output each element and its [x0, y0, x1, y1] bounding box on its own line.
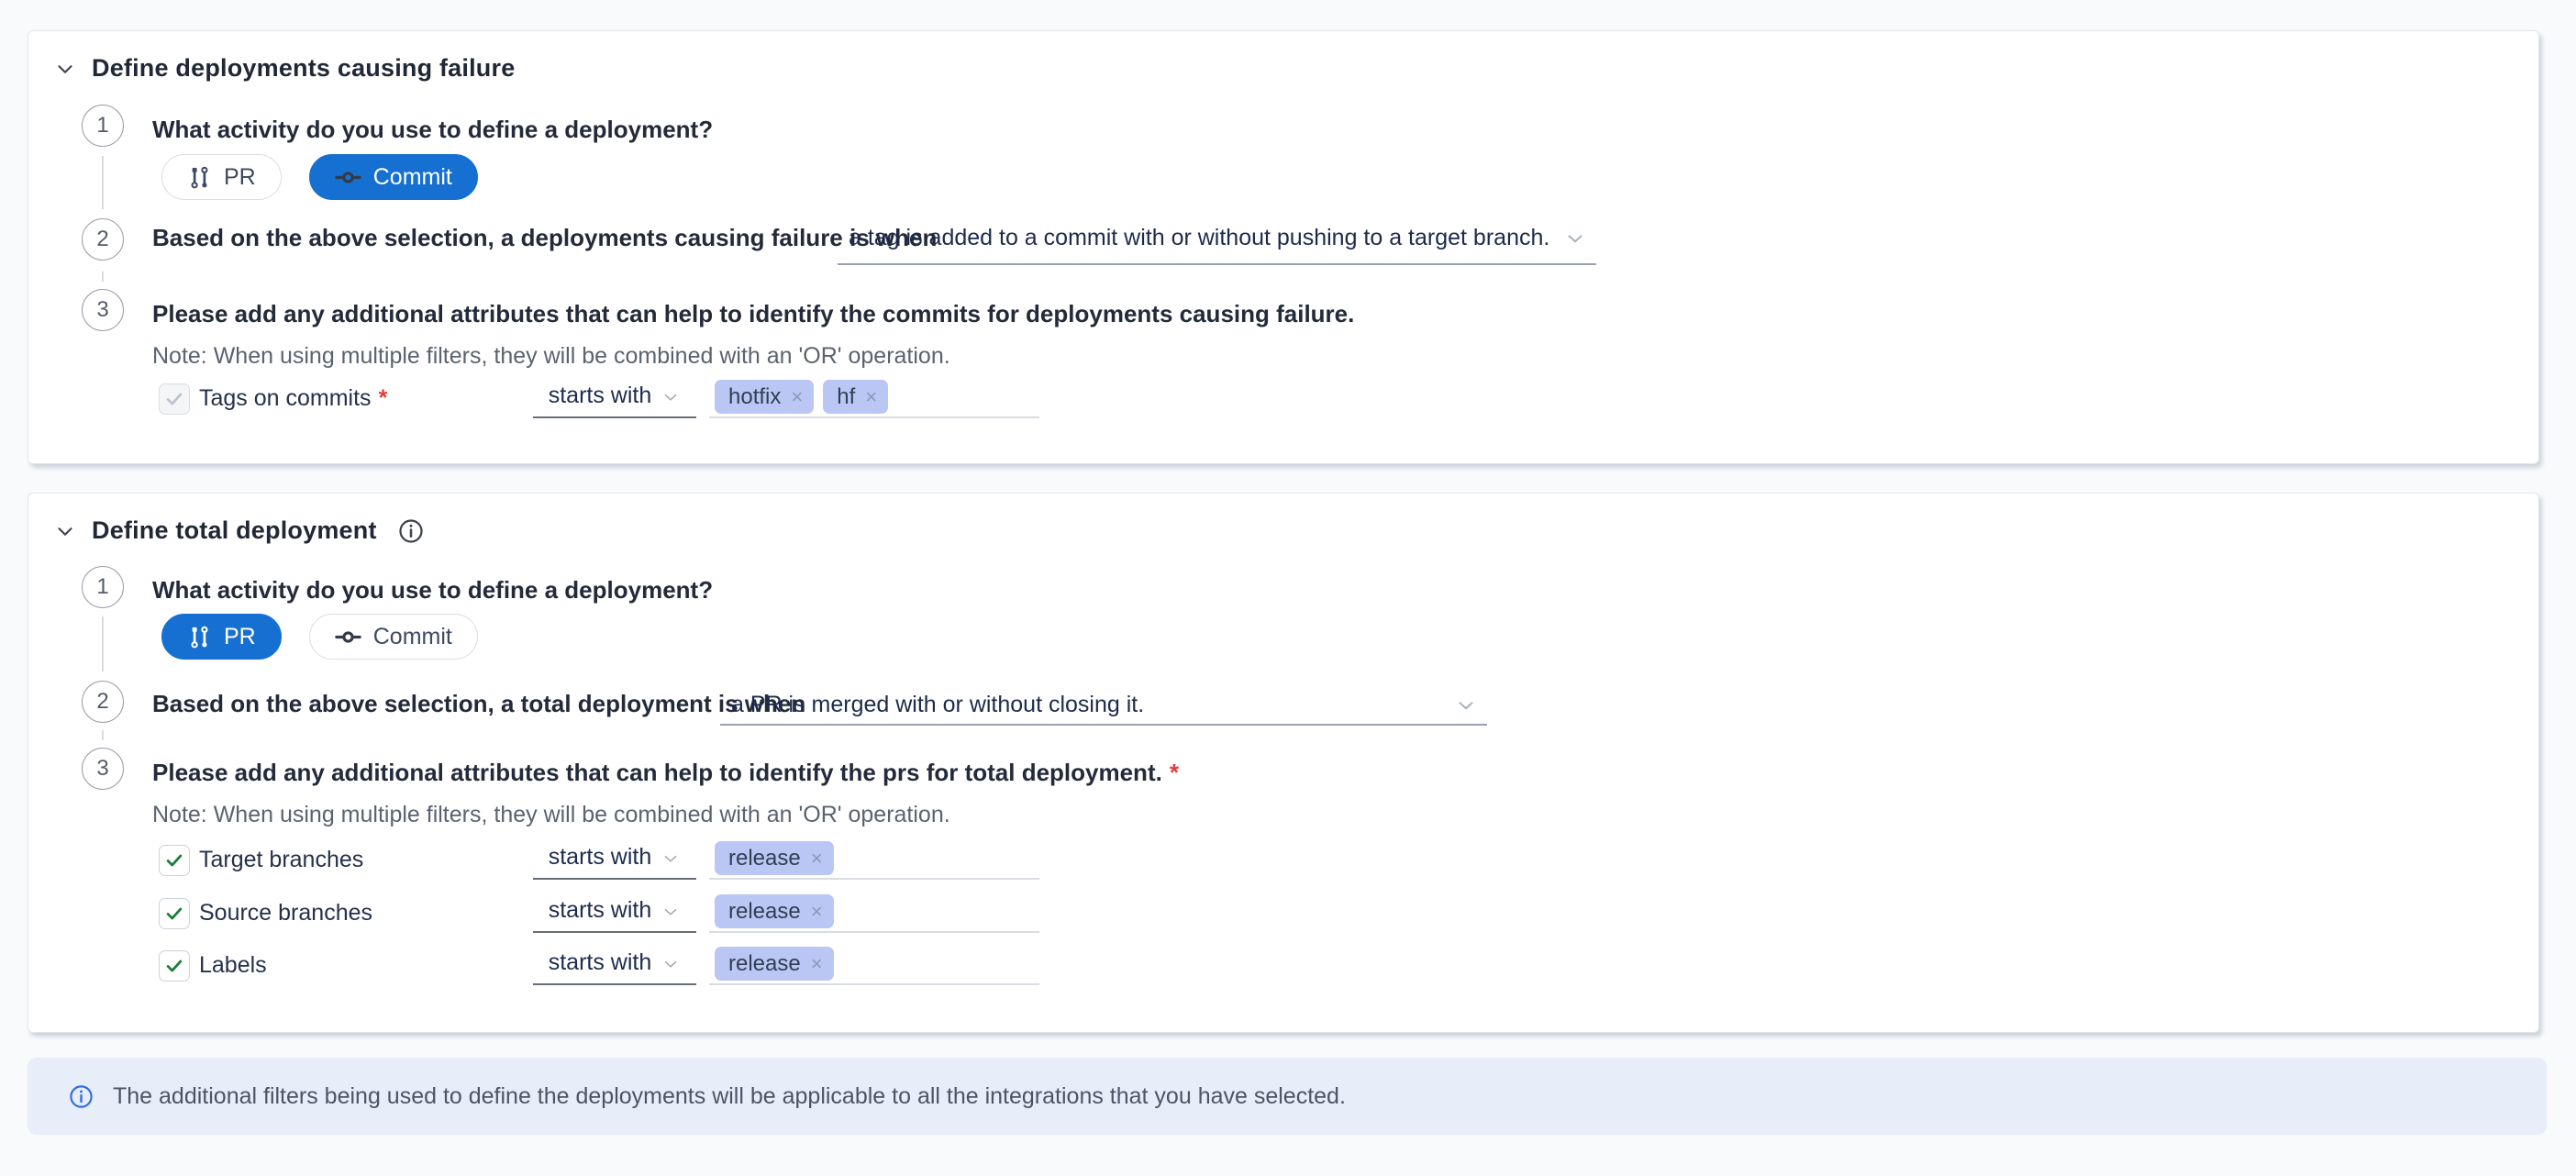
- checkbox-source-branches[interactable]: [159, 898, 190, 929]
- pull-request-icon: [187, 165, 212, 190]
- step-number: 3: [96, 297, 109, 322]
- filter-row-target-branches: [28, 845, 2538, 880]
- info-banner: [28, 1058, 2547, 1135]
- chevron-down-icon[interactable]: [53, 519, 77, 543]
- section-title: Define deployments causing failure: [92, 54, 516, 82]
- chevron-down-icon: [661, 849, 681, 869]
- chip-remove-icon[interactable]: ×: [865, 384, 878, 408]
- filter-label-text: Tags on commits: [199, 385, 372, 411]
- chips-input-field[interactable]: [709, 841, 1039, 880]
- chip: [823, 380, 888, 414]
- operator-value: starts with: [548, 897, 652, 923]
- filters-note: Note: When using multiple filters, they will be combined with an 'OR' operation.: [152, 802, 950, 827]
- step-connector-line: [102, 616, 104, 671]
- step-number: 2: [96, 689, 109, 714]
- filter-label: Target branches: [199, 847, 364, 872]
- activity-toggle-group: [161, 614, 478, 660]
- chip-remove-icon[interactable]: ×: [810, 899, 823, 923]
- chip-label: release: [728, 845, 801, 871]
- operator-select[interactable]: [533, 897, 696, 933]
- operator-value: starts with: [548, 949, 652, 975]
- info-icon: [68, 1083, 94, 1110]
- chip: [715, 380, 814, 414]
- commit-icon: [335, 624, 361, 650]
- commit-toggle-button[interactable]: [309, 154, 478, 200]
- definition-label: Based on the above selection, a total deployment is when: [152, 690, 806, 717]
- chip-label: release: [728, 898, 801, 924]
- step-number-badge: [82, 681, 124, 723]
- commit-icon: [335, 164, 361, 191]
- pr-toggle-button[interactable]: [161, 154, 282, 200]
- filter-label: Labels: [199, 952, 267, 978]
- chip: [715, 841, 834, 875]
- chevron-down-icon: [661, 902, 681, 922]
- step-number: 3: [96, 756, 109, 781]
- commit-toggle-label: Commit: [372, 163, 452, 190]
- operator-value: starts with: [548, 383, 652, 408]
- chevron-down-icon: [661, 954, 681, 974]
- section-header: [53, 54, 515, 83]
- section-title: Define total deployment: [92, 516, 377, 544]
- commit-toggle-button[interactable]: [309, 614, 478, 660]
- operator-select[interactable]: [533, 383, 696, 418]
- definition-label: Based on the above selection, a deployments causing failure is when: [152, 224, 938, 251]
- chips-input-field[interactable]: [709, 380, 1039, 418]
- chip: [715, 947, 834, 981]
- attributes-label: Please add any additional attributes that can help to identify the commits for deployments causing failure.: [152, 300, 1355, 327]
- step-number: 1: [96, 113, 109, 138]
- chips-input-field[interactable]: [709, 947, 1039, 985]
- check-icon: [164, 389, 184, 409]
- operator-select[interactable]: [533, 844, 696, 880]
- attributes-label-text: Please add any additional attributes that can help to identify the prs for total deployment.: [152, 759, 1162, 786]
- checkbox-labels[interactable]: [159, 950, 190, 982]
- select-value: a tag is added to a commit with or without pushing to a target branch.: [849, 225, 1550, 250]
- activity-toggle-group: [161, 154, 478, 200]
- step-number-badge: [82, 105, 124, 147]
- total-deployment-definition-select[interactable]: [720, 690, 1487, 726]
- filters-note: Note: When using multiple filters, they will be combined with an 'OR' operation.: [152, 343, 950, 369]
- filter-row-labels: [28, 950, 2538, 985]
- step-number: 2: [96, 227, 109, 251]
- info-icon[interactable]: [397, 517, 425, 545]
- section-card-total-deployment: [28, 493, 2539, 1033]
- chip-label: hotfix: [728, 383, 782, 409]
- pr-toggle-button[interactable]: [161, 614, 282, 660]
- attributes-label: [152, 759, 1179, 787]
- step-number-badge: [82, 218, 124, 261]
- failure-definition-select[interactable]: [838, 223, 1596, 265]
- step-connector-line: [102, 730, 104, 740]
- chip-remove-icon[interactable]: ×: [810, 951, 823, 975]
- step-number-badge: [82, 289, 124, 331]
- step-number-badge: [82, 566, 124, 608]
- pr-toggle-label: PR: [224, 163, 256, 190]
- checkbox-target-branches[interactable]: [159, 845, 190, 876]
- filter-row-tags-on-commits: [28, 383, 2538, 418]
- required-marker: *: [1169, 759, 1179, 786]
- checkbox-tags-on-commits[interactable]: [159, 383, 190, 415]
- required-marker: *: [378, 385, 388, 411]
- commit-toggle-label: Commit: [372, 623, 452, 649]
- operator-select[interactable]: [533, 949, 696, 985]
- filter-label: [199, 385, 387, 412]
- pull-request-icon: [187, 625, 212, 649]
- chevron-down-icon: [1454, 693, 1478, 717]
- select-value: a PR is merged with or without closing it.: [731, 692, 1145, 717]
- check-icon: [164, 956, 184, 976]
- step-connector-line: [102, 272, 104, 282]
- step-connector-line: [102, 156, 104, 209]
- step-question: What activity do you use to define a deployment?: [152, 116, 714, 143]
- check-icon: [164, 904, 184, 924]
- check-icon: [164, 850, 184, 871]
- filter-label: Source branches: [199, 900, 373, 926]
- chip-remove-icon[interactable]: ×: [791, 384, 804, 408]
- section-card-deployments-causing-failure: [28, 30, 2539, 464]
- chevron-down-icon: [1563, 227, 1587, 250]
- chip: [715, 894, 834, 928]
- step-number-badge: [82, 748, 124, 790]
- step-number: 1: [96, 574, 109, 599]
- chevron-down-icon: [661, 387, 681, 407]
- filter-row-source-branches: [28, 898, 2538, 933]
- chip-remove-icon[interactable]: ×: [810, 846, 823, 870]
- banner-text: The additional filters being used to define the deployments will be applicable to all the integrations that you have selected.: [113, 1082, 1346, 1109]
- section-header: [53, 516, 425, 545]
- operator-value: starts with: [548, 844, 652, 870]
- step-question: What activity do you use to define a deployment?: [152, 576, 714, 604]
- chevron-down-icon[interactable]: [53, 57, 77, 81]
- chips-input-field[interactable]: [709, 894, 1039, 933]
- chip-label: hf: [837, 383, 856, 409]
- pr-toggle-label: PR: [224, 623, 256, 649]
- chip-label: release: [728, 950, 801, 976]
